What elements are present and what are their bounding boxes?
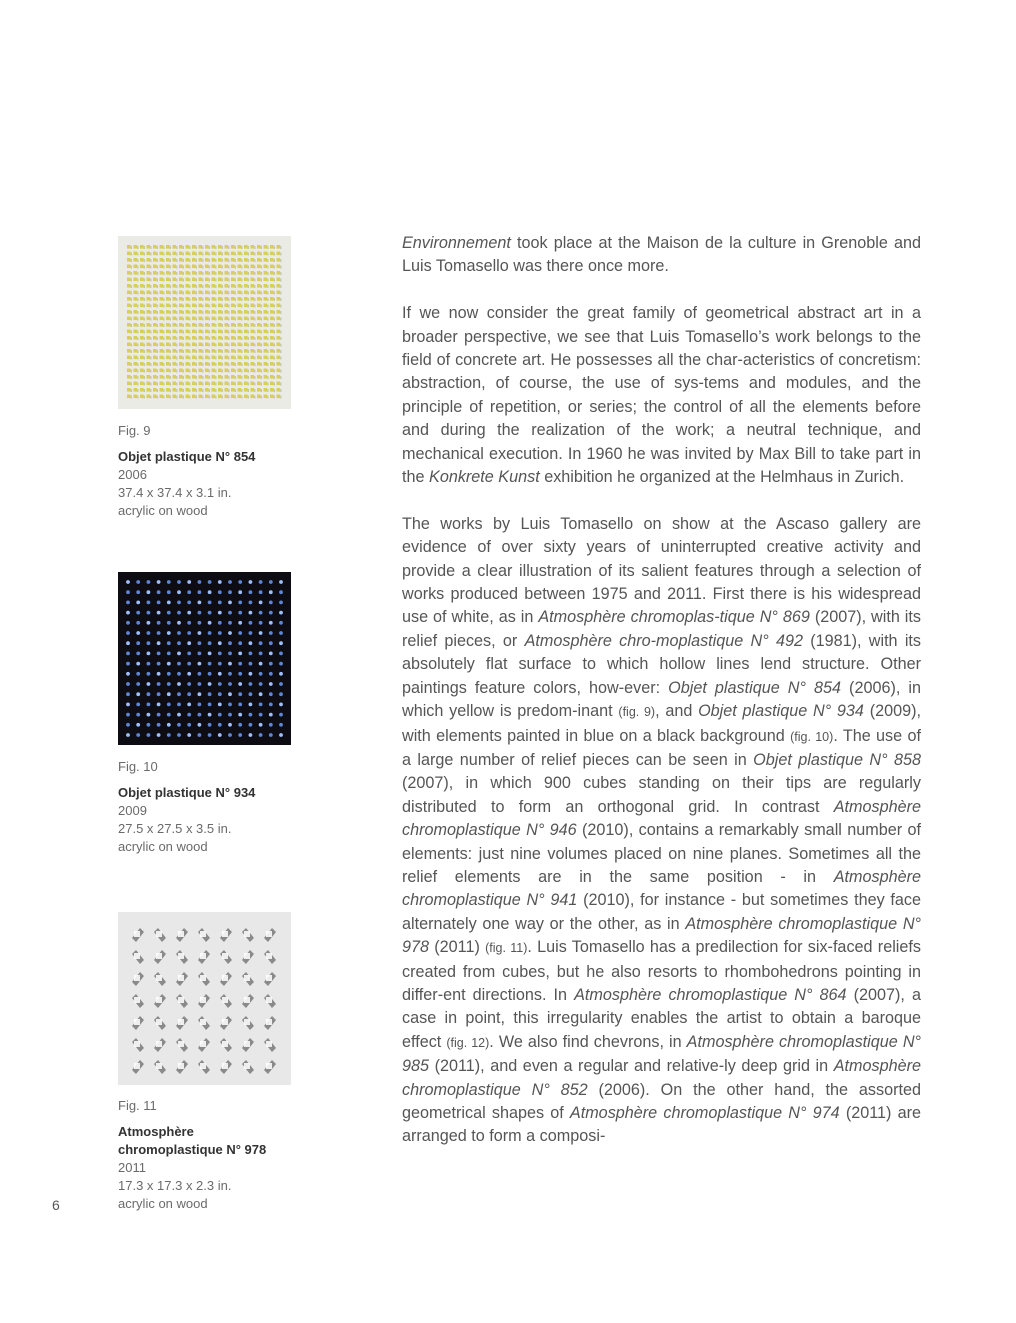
artwork-title-line1: Atmosphère	[118, 1124, 194, 1139]
paragraph-1	[402, 232, 921, 279]
italic-title: Atmosphère chromoplastique N° 852	[402, 1057, 921, 1099]
italic-title: Atmosphère chromoplastique N° 946	[402, 797, 921, 840]
text-run: (2011), and even a regular and relative-ly deep grid in	[429, 1057, 834, 1076]
text-run: took place at the Maison de la culture in Grenoble and Luis Tomasello was there once more.	[402, 234, 921, 276]
italic-title: Atmosphère chromoplastique N° 985	[402, 1032, 921, 1076]
artwork-image-fig9	[118, 236, 291, 409]
paragraph-2	[402, 302, 921, 489]
artwork-year: 2009	[118, 803, 147, 818]
artwork-yellow-grid	[118, 236, 291, 409]
italic-title: Objet plastique N° 854	[668, 678, 841, 697]
text-run: (1981), with its absolutely flat surface to which hollow lines lend structure. Other paintings feature colors, how-ever:	[402, 631, 922, 697]
figure-number: Fig. 9	[118, 423, 151, 438]
artwork-title-line2: chromoplastique N° 978	[118, 1142, 267, 1157]
text-run: If we now consider the great family of geometrical abstract art in a broader perspective, we see that Luis Tomasello’s work belongs to the field of concrete art. He possesses all the char-acteristics of concretism: abstraction, of course, the use of sys-tems and modules, and the principle of repetition, or series; the control of all the elements before and during the realization of the work; a neutral technique, and mechanical execution. In 1960 he was invited by Max Bill to take part in the	[402, 304, 921, 487]
artwork-dimensions: 37.4 x 37.4 x 3.1 in.	[118, 485, 232, 500]
text-run: (2006). On the other hand, the assorted geometrical shapes of	[402, 1080, 921, 1122]
text-run: (2007), in which 900 cubes standing on their tips are regularly distributed to form an orthogonal grid. In contrast	[402, 774, 921, 816]
text-run: , and	[655, 702, 699, 721]
text-run: (2009), with elements painted in blue on a black background	[402, 702, 921, 745]
artwork-medium: acrylic on wood	[118, 503, 208, 518]
caption-fig11	[118, 1097, 318, 1213]
italic-title: Environnement	[402, 234, 511, 252]
text-run: (2007), a case in point, this irregularity enables the artist to obtain a baroque effect	[402, 985, 921, 1051]
page-number: 6	[52, 1197, 60, 1213]
artwork-year: 2011	[118, 1160, 146, 1175]
text-run: (2006), in which yellow is predom-inant	[402, 678, 921, 721]
text-run: (2010), contains a remarkably small number of elements: just nine volumes placed on nine planes. Sometimes all the relief elements are in the same position - in	[402, 821, 921, 886]
italic-title: Objet plastique N° 858	[753, 750, 921, 769]
text-run: (2011) are arranged to form a composi-	[402, 1104, 921, 1146]
artwork-blue-dots	[118, 572, 291, 745]
artwork-dimensions: 17.3 x 17.3 x 2.3 in.	[118, 1178, 232, 1193]
artwork-title	[118, 1123, 318, 1159]
italic-title: Konkrete Kunst	[429, 468, 540, 487]
italic-title: Atmosphère chromoplastique N° 864	[574, 985, 847, 1004]
figure-reference: (fig. 9)	[618, 705, 656, 720]
artwork-image-fig11	[118, 912, 291, 1085]
text-run: (2011)	[429, 938, 486, 957]
figure-reference: (fig. 12)	[446, 1035, 490, 1050]
artwork-image-fig10	[118, 572, 291, 745]
figure-reference: (fig. 10)	[790, 729, 834, 744]
italic-title: Atmosphère chromoplastique N° 978	[402, 914, 921, 957]
artwork-white-relief	[118, 912, 291, 1085]
text-run: . Luis Tomasello has a predilection for six-faced reliefs created from cubes, but he also resorts to rhombohedrons pointing in differ-ent directions. In	[402, 938, 921, 1004]
artwork-medium: acrylic on wood	[118, 839, 208, 854]
caption-fig10	[118, 758, 318, 856]
figure-reference: (fig. 11)	[485, 941, 528, 956]
italic-title: Atmosphère chro-moplastique N° 492	[524, 631, 803, 650]
body-text	[402, 232, 921, 1172]
italic-title: Atmosphère chromoplastique N° 974	[569, 1104, 840, 1122]
artwork-title: Objet plastique N° 854	[118, 449, 256, 464]
italic-title: Objet plastique N° 934	[698, 702, 864, 721]
artwork-medium: acrylic on wood	[118, 1196, 208, 1211]
artwork-title: Objet plastique N° 934	[118, 785, 256, 800]
artwork-dimensions: 27.5 x 27.5 x 3.5 in.	[118, 821, 232, 836]
text-run: (2007), with its relief pieces, or	[402, 608, 921, 650]
paragraph-3	[402, 513, 921, 1149]
figure-number: Fig. 10	[118, 759, 158, 774]
artwork-year: 2006	[118, 467, 147, 482]
text-run: exhibition he organized at the Helmhaus in Zurich.	[539, 468, 905, 487]
italic-title: Atmosphère chromoplastique N° 941	[402, 867, 921, 910]
text-run: (2010), for instance - but sometimes they face alternately one way or the other, as in	[402, 891, 922, 933]
text-run: . The use of a large number of relief pieces can be seen in	[402, 726, 921, 769]
caption-fig9	[118, 422, 318, 520]
figure-number: Fig. 11	[118, 1098, 157, 1113]
text-run: The works by Luis Tomasello on show at the Ascaso gallery are evidence of over sixty years of uninterrupted creative activity and provide a clear illustration of its salient features through a selection of works produced between 1975 and 2011. First there is his widespread use of white, as in	[402, 514, 921, 627]
text-run: . We also find chevrons, in	[489, 1032, 687, 1051]
italic-title: Atmosphère chromoplas-tique N° 869	[538, 608, 810, 627]
